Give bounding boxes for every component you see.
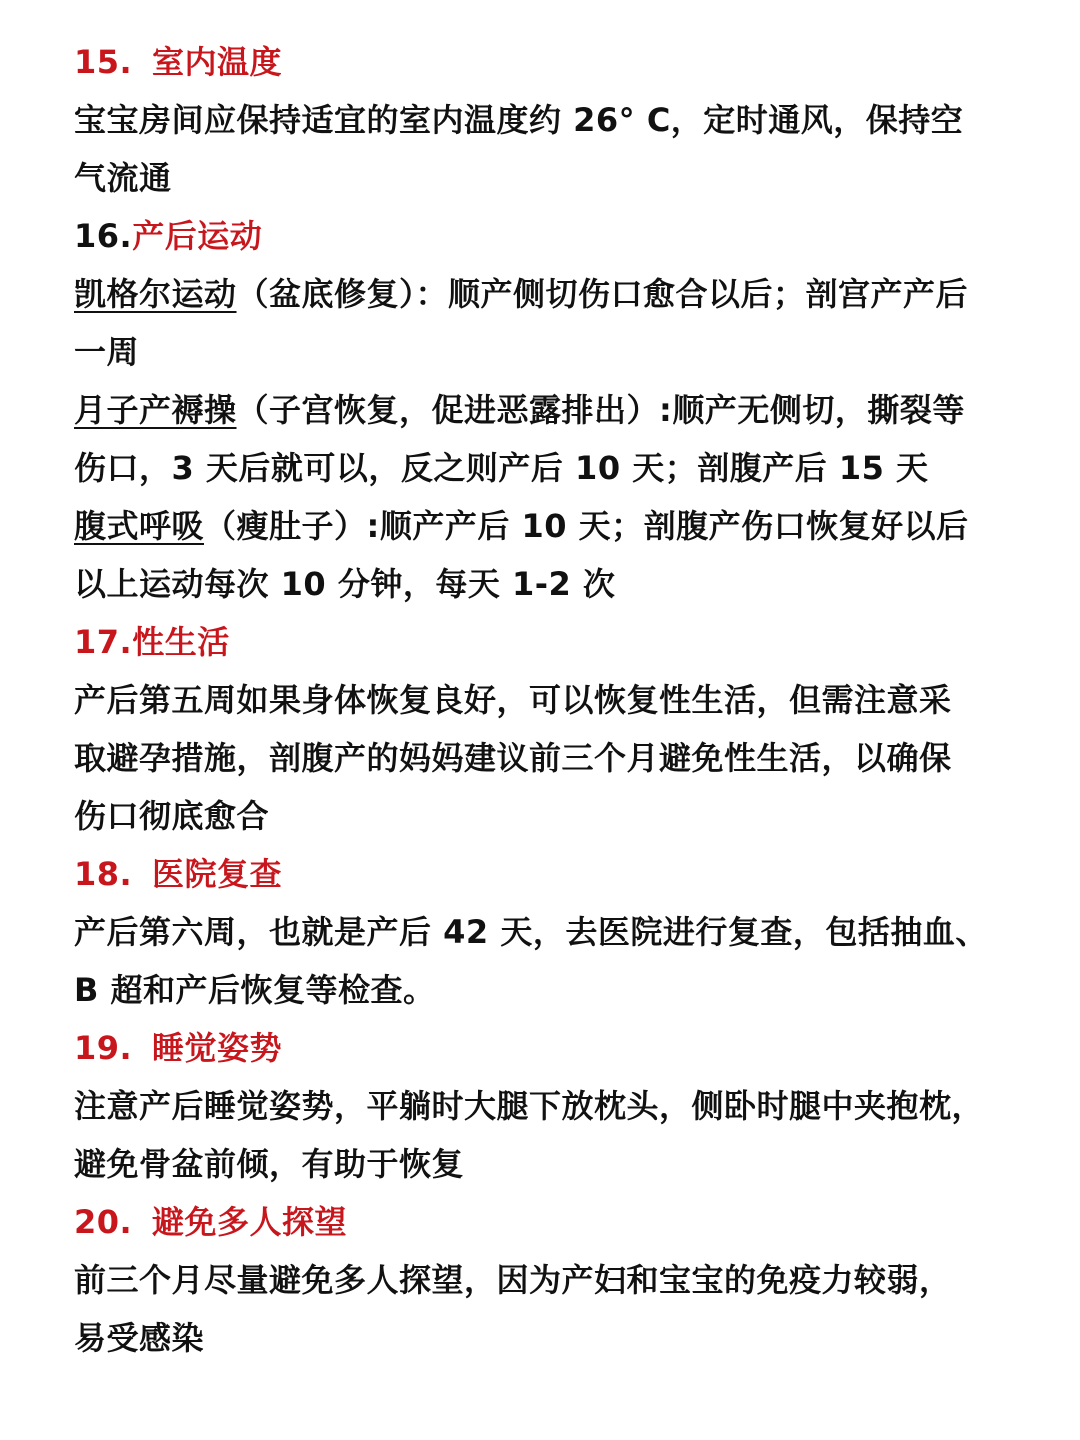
body-line: 产后第六周，也就是产后 42 天，去医院进行复查，包括抽血、	[74, 913, 988, 951]
section-title: 医院复查	[152, 855, 283, 893]
body-line: B 超和产后恢复等检查。	[74, 971, 436, 1009]
section-title: 睡觉姿势	[152, 1029, 283, 1067]
section-number: 20.	[74, 1203, 133, 1241]
section-number: 19.	[74, 1029, 133, 1067]
body-line: 宝宝房间应保持适宜的室内温度约 26° C，定时通风，保持空	[74, 101, 964, 139]
section-number: 15.	[74, 43, 133, 81]
body-line: 注意产后睡觉姿势，平躺时大腿下放枕头，侧卧时腿中夹抱枕，	[74, 1087, 985, 1125]
section-heading-17	[74, 613, 1004, 671]
body-line: 伤口，3 天后就可以，反之则产后 10 天；剖腹产后 15 天	[74, 449, 929, 487]
body-line: 避免骨盆前倾，有助于恢复	[74, 1145, 465, 1183]
section-number: 18.	[74, 855, 133, 893]
exercise-term: 腹式呼吸	[74, 507, 205, 545]
body-line: 易受感染	[74, 1319, 205, 1357]
exercise-term: 月子产褥操	[74, 391, 237, 429]
exercise-desc: （子宫恢复，促进恶露排出）:顺产无侧切，撕裂等	[236, 391, 965, 429]
body-line: 前三个月尽量避免多人探望，因为产妇和宝宝的免疫力较弱，	[74, 1261, 952, 1299]
section-title: 产后运动	[132, 217, 263, 255]
section-title: 室内温度	[152, 43, 283, 81]
section-title: 避免多人探望	[152, 1203, 348, 1241]
section-title: 性生活	[132, 623, 230, 661]
body-line: 伤口彻底愈合	[74, 797, 270, 835]
exercise-desc: （盆底修复）：顺产侧切伤口愈合以后；剖宫产产后	[236, 275, 969, 313]
body-line: 气流通	[74, 159, 172, 197]
exercise-term: 凯格尔运动	[74, 275, 237, 313]
body-line: 产后第五周如果身体恢复良好，可以恢复性生活，但需注意采	[74, 681, 952, 719]
section-heading-15	[74, 33, 1004, 91]
exercise-item-breathing	[74, 497, 1004, 555]
exercise-item-postpartum	[74, 381, 1004, 439]
section-number: 16.	[74, 217, 133, 255]
section-number: 17.	[74, 623, 133, 661]
section-heading-20	[74, 1193, 1004, 1251]
body-line: 一周	[74, 333, 140, 371]
section-heading-18	[74, 845, 1004, 903]
section-heading-16	[74, 207, 1004, 265]
document-page	[74, 33, 1004, 1367]
body-line: 以上运动每次 10 分钟，每天 1-2 次	[74, 565, 616, 603]
body-line: 取避孕措施，剖腹产的妈妈建议前三个月避免性生活，以确保	[74, 739, 952, 777]
section-heading-19	[74, 1019, 1004, 1077]
exercise-item-kegel	[74, 265, 1004, 323]
exercise-desc: （瘦肚子）:顺产产后 10 天；剖腹产伤口恢复好以后	[204, 507, 969, 545]
